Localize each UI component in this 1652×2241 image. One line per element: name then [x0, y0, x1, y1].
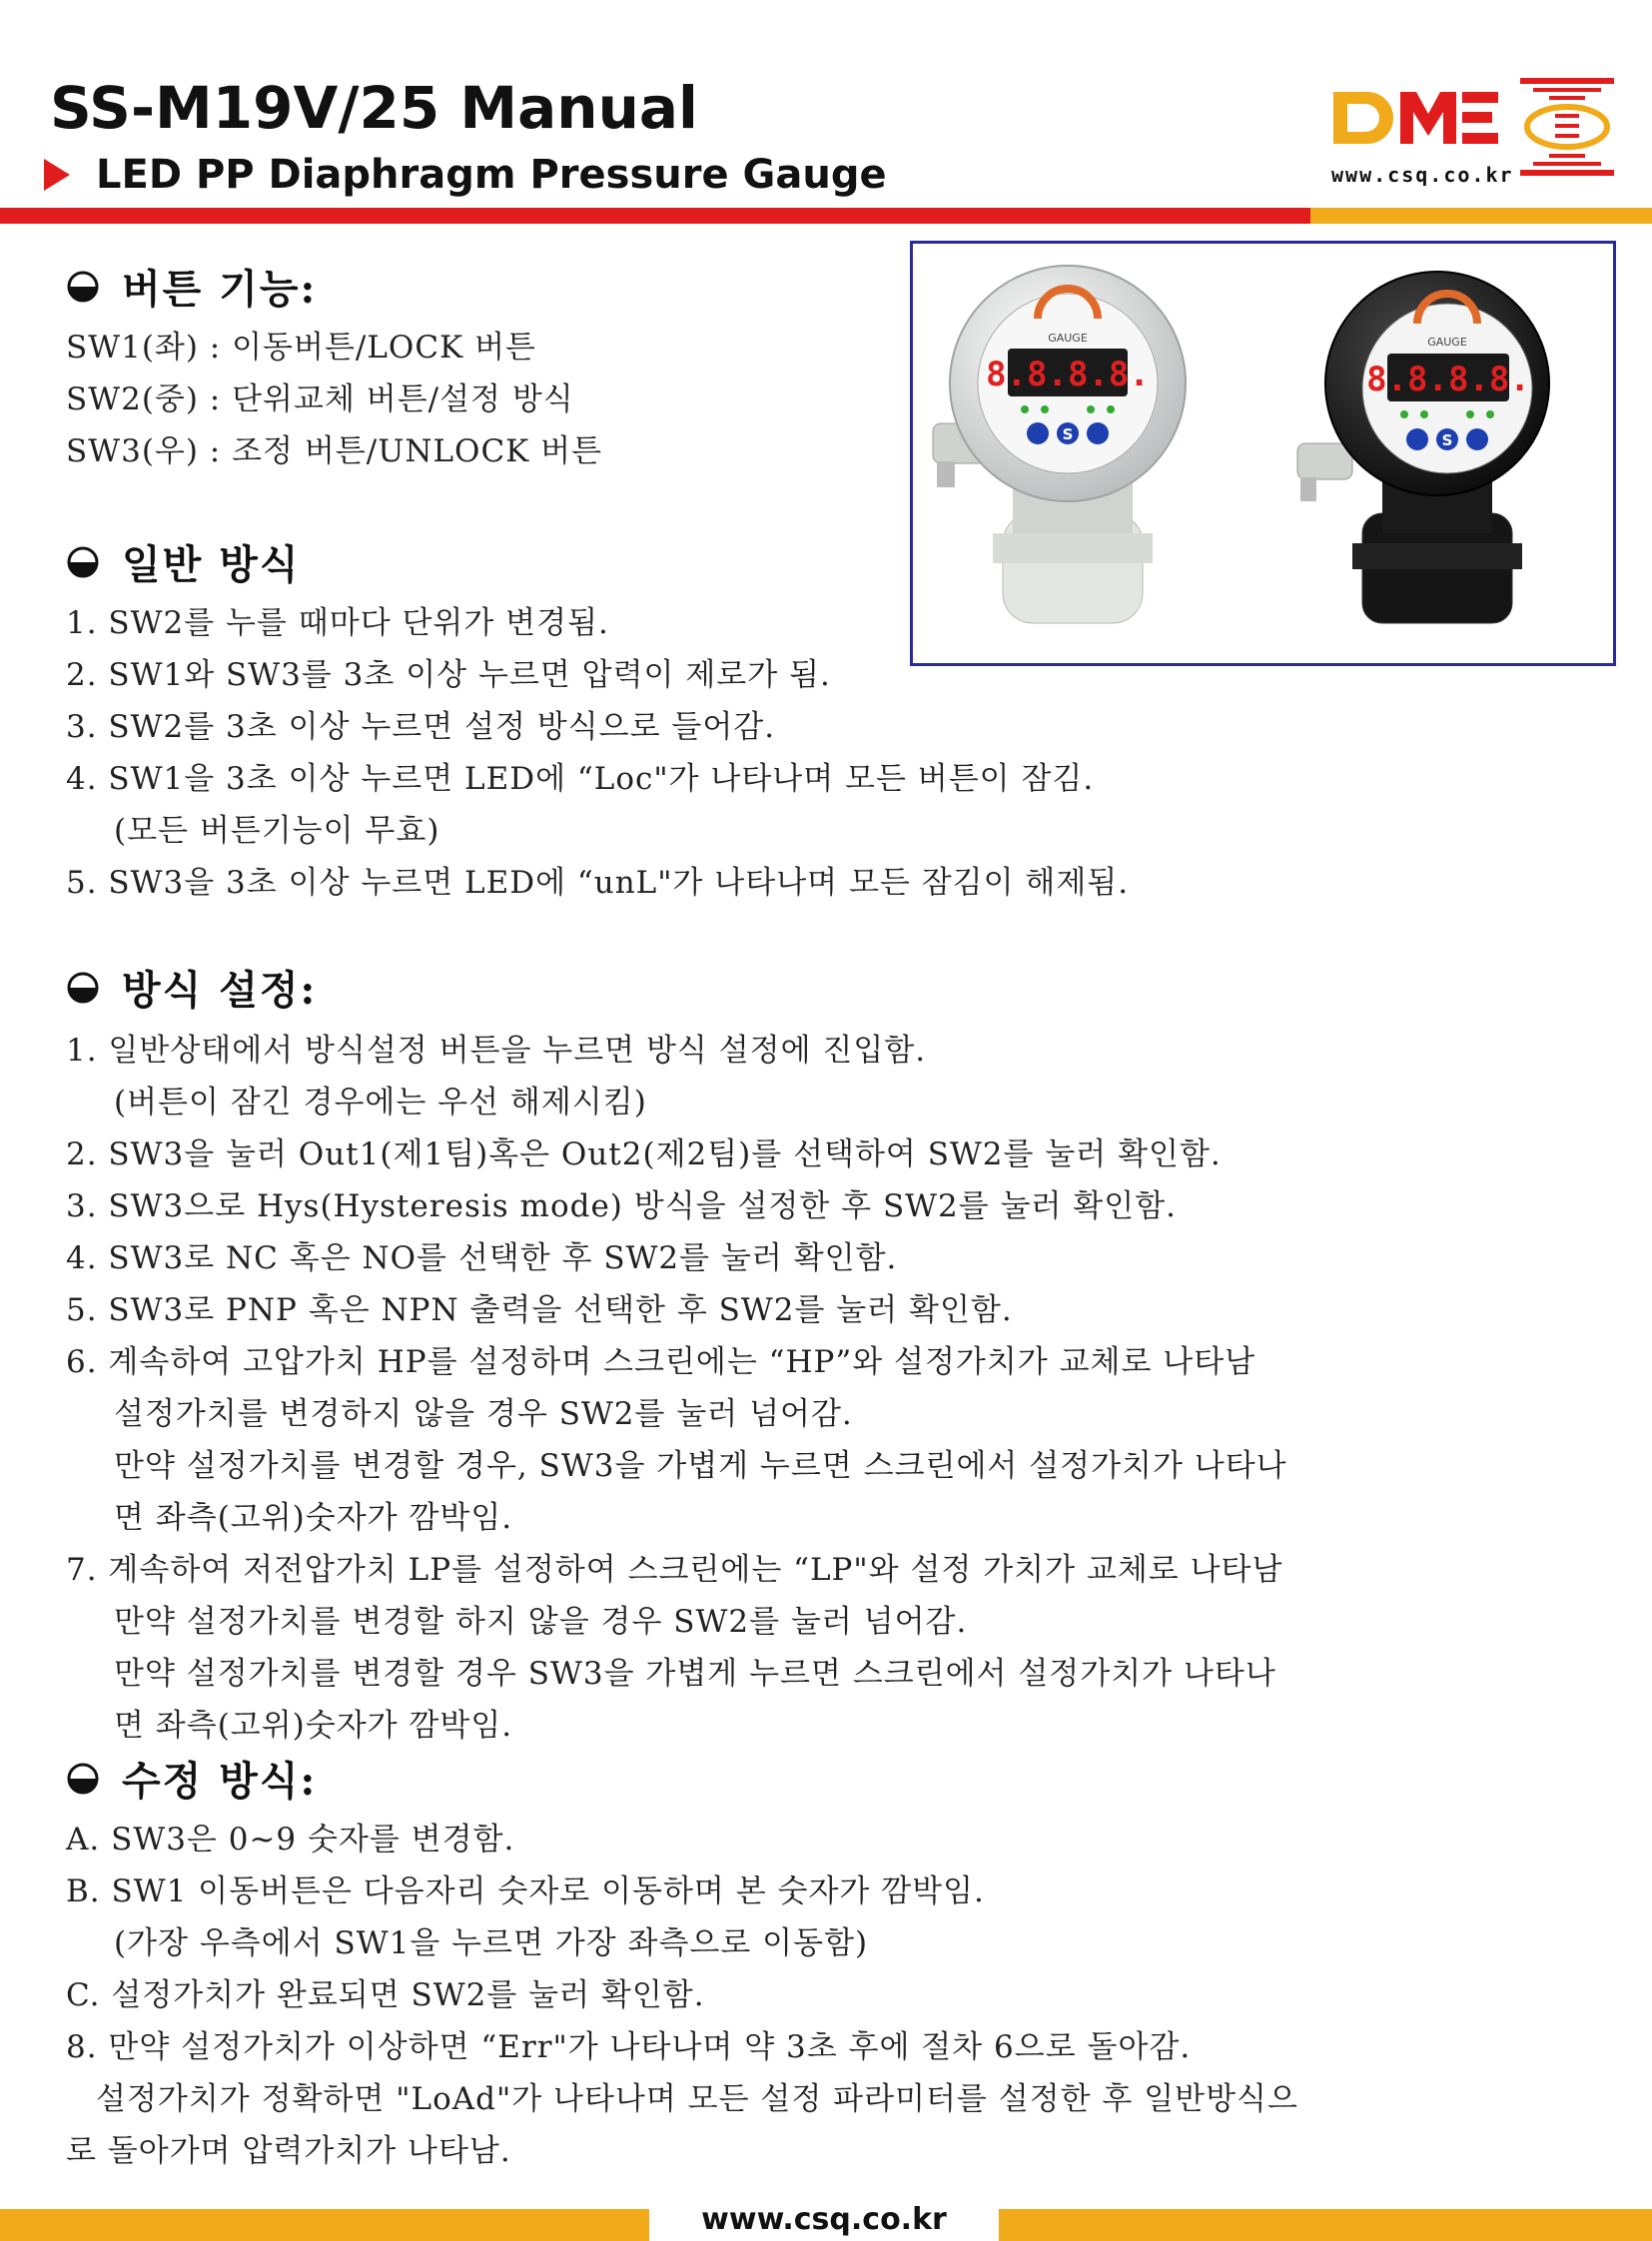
section-title: 수정 방식: — [122, 1758, 318, 1805]
half-circle-bullet-icon — [66, 1762, 100, 1796]
half-circle-bullet-icon — [66, 270, 100, 304]
button-line: SW3(우) : 조정 버튼/UNLOCK 버튼 — [66, 433, 603, 469]
section-heading-setting — [66, 959, 317, 1016]
section-heading-buttons — [66, 258, 317, 315]
logo-url: www.csq.co.kr — [1331, 163, 1514, 187]
header-rule-red — [0, 208, 1310, 224]
modify-line: 8. 만약 설정가치가 이상하면 “Err"가 나타나며 약 3초 후에 절차 6으로 돌아감. — [66, 2029, 1192, 2065]
led-display-white: 8.8.8.8. — [986, 355, 1150, 394]
setting-line: 7. 계속하여 저전압가치 LP를 설정하여 스크린에는 “LP"와 설정 가치가 교체로 나타남 — [66, 1552, 1283, 1588]
modify-line: A. SW3은 0~9 숫자를 변경함. — [66, 1822, 515, 1858]
half-circle-bullet-icon — [66, 971, 100, 1005]
section-heading-general — [66, 533, 301, 590]
setting-line-note: (버튼이 잠긴 경우에는 우선 해제시킴) — [114, 1085, 647, 1120]
modify-line: 로 돌아가며 압력가치가 나타남. — [66, 2133, 511, 2169]
modify-line: C. 설정가치가 완료되면 SW2를 눌러 확인함. — [66, 1977, 705, 2013]
half-circle-bullet-icon — [66, 545, 100, 579]
modify-line-note: 설정가치가 정확하면 "LoAd"가 나타나며 모든 설정 파라미터를 설정한 후 일반방식으 — [96, 2081, 1298, 2117]
setting-line-note: 만약 설정가치를 변경할 경우 SW3을 가볍게 누르면 스크린에서 설정가치가 나타나 — [114, 1656, 1276, 1692]
general-line: 1. SW2를 누를 때마다 단위가 변경됨. — [66, 605, 609, 641]
setting-line-note: 만약 설정가치를 변경할 하지 않을 경우 SW2를 눌러 넘어감. — [114, 1604, 968, 1640]
general-line-note: (모든 버튼기능이 무효) — [114, 813, 440, 849]
setting-line-note: 설정가치를 변경하지 않을 경우 SW2를 눌러 넘어감. — [114, 1396, 853, 1432]
footer-bar-right — [999, 2209, 1652, 2241]
gauge-label-white: GAUGE — [1048, 332, 1088, 345]
pressure-gauge-illustration — [913, 244, 1613, 663]
document-subtitle: LED PP Diaphragm Pressure Gauge — [96, 152, 887, 198]
general-line: 2. SW1와 SW3를 3초 이상 누르면 압력이 제로가 됨. — [66, 657, 831, 693]
setting-line: 1. 일반상태에서 방식설정 버튼을 누르면 방식 설정에 진입함. — [66, 1033, 927, 1069]
section-title: 일반 방식 — [122, 541, 301, 588]
setting-line-note: 만약 설정가치를 변경할 경우, SW3을 가볍게 누르면 스크린에서 설정가치가 나타나 — [114, 1448, 1287, 1484]
triangle-bullet-icon — [44, 159, 70, 191]
section-title: 방식 설정: — [122, 967, 318, 1014]
button-line: SW2(중) : 단위교체 버튼/설정 방식 — [66, 381, 574, 417]
s-button-label-black: S — [1441, 431, 1453, 449]
setting-line: 2. SW3을 눌러 Out1(제1팀)혹은 Out2(제2팀)를 선택하여 SW2를 눌러 확인함. — [66, 1136, 1222, 1172]
product-photo — [910, 241, 1616, 666]
footer-bar-left — [0, 2209, 649, 2241]
modify-line-note: (가장 우측에서 SW1을 누르면 가장 좌측으로 이동함) — [114, 1925, 869, 1961]
general-line: 5. SW3을 3초 이상 누르면 LED에 “unL"가 나타나며 모든 잠김이 해제됨. — [66, 865, 1130, 901]
setting-line: 3. SW3으로 Hys(Hysteresis mode) 방식을 설정한 후 SW2를 눌러 확인함. — [66, 1188, 1178, 1224]
section-heading-modify — [66, 1750, 317, 1807]
setting-line-note: 면 좌측(고위)숫자가 깜박임. — [114, 1708, 513, 1744]
general-line: 3. SW2를 3초 이상 누르면 설정 방식으로 들어감. — [66, 709, 776, 745]
general-line: 4. SW1을 3초 이상 누르면 LED에 “Loc"가 나타나며 모든 버튼이 잠김. — [66, 761, 1095, 797]
modify-line: B. SW1 이동버튼은 다음자리 숫자로 이동하며 본 숫자가 깜박임. — [66, 1873, 985, 1909]
setting-line: 5. SW3로 PNP 혹은 NPN 출력을 선택한 후 SW2를 눌러 확인함. — [66, 1292, 1013, 1328]
subtitle-row — [44, 150, 887, 200]
setting-line: 6. 계속하여 고압가치 HP를 설정하며 스크린에는 “HP”와 설정가치가 교체로 나타남 — [66, 1344, 1256, 1380]
setting-line: 4. SW3로 NC 혹은 NO를 선택한 후 SW2를 눌러 확인함. — [66, 1240, 898, 1276]
led-display-black: 8.8.8.8. — [1366, 360, 1530, 399]
setting-line-note: 면 좌측(고위)숫자가 깜박임. — [114, 1500, 513, 1536]
footer-url: www.csq.co.kr — [701, 2202, 947, 2237]
black-gauge — [1297, 272, 1549, 623]
document-title: SS-M19V/25 Manual — [50, 74, 698, 142]
white-gauge — [933, 266, 1186, 623]
header-rule-yellow — [1310, 208, 1652, 224]
button-line: SW1(좌) : 이동버튼/LOCK 버튼 — [66, 330, 536, 366]
section-title: 버튼 기능: — [122, 266, 318, 313]
s-button-label-white: S — [1062, 425, 1074, 443]
gauge-label-black: GAUGE — [1427, 336, 1467, 349]
